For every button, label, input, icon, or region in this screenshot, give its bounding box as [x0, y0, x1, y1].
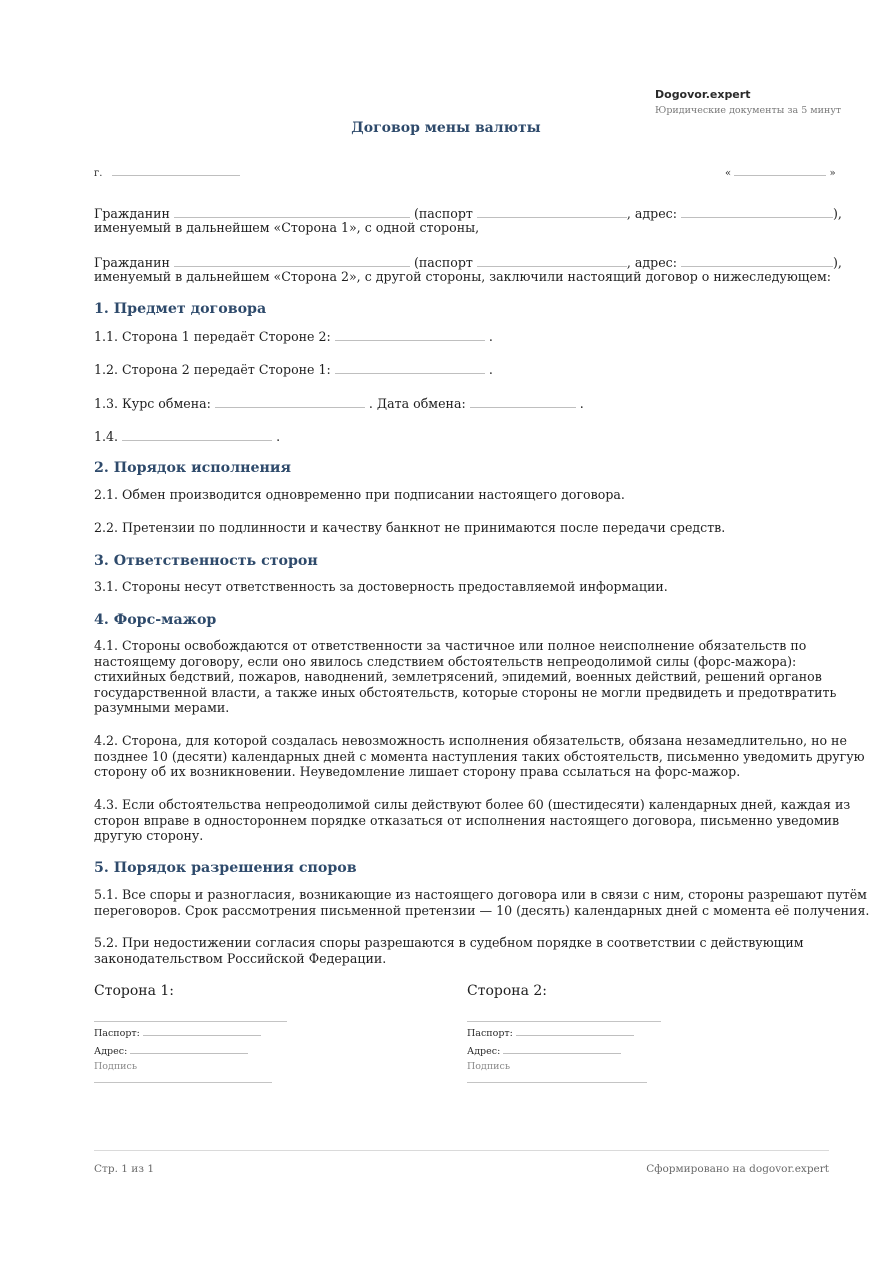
clause-4-1-line4: государственной власти, а также иных обстоятельств, которые стороны не могли предвидеть и предотвратить	[94, 684, 837, 700]
clause-4-1-line3: стихийных бедствий, пожаров, наводнений, землетрясений, эпидемий, военных действий, решений органов	[94, 669, 822, 684]
clause-4-1-line2: настоящему договору, если оно явилось следствием обстоятельств непреодолимой силы (форс-мажора):	[94, 653, 797, 669]
clause-2-1: 2.1. Обмен производится одновременно при подписании настоящего договора.	[94, 487, 625, 502]
date-open-quote: «	[725, 168, 732, 179]
section5-heading: 5. Порядок разрешения споров	[94, 860, 357, 876]
signature-party2-name-line[interactable]	[467, 1021, 661, 1022]
signature-party1-title: Сторона 1:	[94, 983, 175, 999]
section3-heading: 3. Ответственность сторон	[94, 553, 318, 569]
place-label: г.	[94, 168, 103, 179]
clause-4-3-line3: другую сторону.	[94, 828, 204, 843]
footer-divider	[94, 1150, 829, 1151]
signature-party1-address: Адрес:	[94, 1044, 248, 1057]
clause-4-3-line2: сторон вправе в одностороннем порядке отказаться от исполнения настоящего договора, письменно уведомив	[94, 812, 840, 828]
exchange-date-line[interactable]	[470, 395, 576, 408]
signature-party2-sign-line[interactable]	[467, 1082, 647, 1083]
section4-heading: 4. Форс-мажор	[94, 612, 217, 628]
clause-4-2-line1: 4.2. Сторона, для которой создалась невозможность исполнения обязательств, обязана незамедлительно, но не	[94, 733, 847, 748]
signature-party2-title: Сторона 2:	[467, 983, 548, 999]
signature-party2-address: Адрес:	[467, 1044, 621, 1057]
signature-party1-passport-line[interactable]	[143, 1026, 261, 1036]
party2-address-line[interactable]	[681, 254, 833, 267]
clause-4-2-line2: позднее 10 (десяти) календарных дней с момента наступления таких обстоятельств, письменно уведомить другую	[94, 748, 865, 764]
brand-name: Dogovor.expert	[655, 88, 751, 101]
signature-party1-passport: Паспорт:	[94, 1026, 261, 1039]
document-title: Договор мены валюты	[351, 120, 541, 136]
place-field	[94, 165, 240, 179]
clause-1-4-line[interactable]	[122, 428, 272, 441]
party2-line1: Гражданин (паспорт , адрес: ),	[94, 255, 842, 270]
party2-line2: именуемый в дальнейшем «Сторона 2», с другой стороны, заключили настоящий договор о нижеследующем:	[94, 269, 831, 284]
clause-4-2-line3: сторону об их возникновении. Неуведомление лишает сторону права ссылаться на форс-мажор.	[94, 764, 741, 779]
party1-name-line[interactable]	[174, 205, 410, 218]
clause-3-1: 3.1. Стороны несут ответственность за достоверность предоставляемой информации.	[94, 579, 668, 594]
clause-5-1-line1: 5.1. Все споры и разногласия, возникающие из настоящего договора или в связи с ним, стороны разрешают путём	[94, 887, 867, 902]
party1-line2: именуемый в дальнейшем «Сторона 1», с одной стороны,	[94, 220, 480, 235]
brand-tagline: Юридические документы за 5 минут	[655, 105, 842, 116]
footer-page-number: Стр. 1 из 1	[94, 1163, 155, 1175]
clause-1-4: 1.4. .	[94, 429, 281, 444]
party1-address-line[interactable]	[681, 205, 833, 218]
clause-1-2-line[interactable]	[335, 361, 485, 374]
exchange-rate-line[interactable]	[215, 395, 365, 408]
clause-1-1-line[interactable]	[335, 328, 485, 341]
clause-5-1-line2: переговоров. Срок рассмотрения письменной претензии — 10 (десять) календарных дней с момента её получения.	[94, 902, 870, 918]
signature-party1-sign-label: Подпись	[94, 1061, 138, 1072]
party1-line1: Гражданин (паспорт , адрес: ),	[94, 206, 842, 221]
clause-5-2-line1: 5.2. При недостижении согласия споры разрешаются в судебном порядке в соответствии с действующим	[94, 935, 804, 950]
clause-1-3: 1.3. Курс обмена: . Дата обмена: .	[94, 396, 584, 411]
signature-party2-passport-line[interactable]	[516, 1026, 634, 1036]
clause-1-2: 1.2. Сторона 2 передаёт Стороне 1: .	[94, 362, 493, 377]
section1-heading: 1. Предмет договора	[94, 301, 267, 317]
party1-passport-line[interactable]	[477, 205, 627, 218]
signature-party2-passport: Паспорт:	[467, 1026, 634, 1039]
clause-2-2: 2.2. Претензии по подлинности и качеству банкнот не принимаются после передачи средств.	[94, 520, 726, 535]
clause-5-2-line2: законодательством Российской Федерации.	[94, 950, 387, 966]
party2-name-line[interactable]	[174, 254, 410, 267]
section2-heading: 2. Порядок исполнения	[94, 460, 291, 476]
brand-block	[655, 88, 841, 116]
signature-party1-sign-line[interactable]	[94, 1082, 272, 1083]
footer-generated-note: Сформировано на dogovor.expert	[646, 1163, 829, 1175]
date-input-line[interactable]	[734, 165, 826, 176]
clause-4-1-line5: разумными мерами.	[94, 700, 230, 715]
clause-4-3-line1: 4.3. Если обстоятельства непреодолимой силы действуют более 60 (шестидесяти) календарных дней, каждая из	[94, 797, 851, 812]
party2-passport-line[interactable]	[477, 254, 627, 267]
signature-party1-address-line[interactable]	[130, 1044, 248, 1054]
date-field	[725, 165, 836, 179]
signature-party2-address-line[interactable]	[503, 1044, 621, 1054]
signature-party2-sign-label: Подпись	[467, 1061, 511, 1072]
place-input-line[interactable]	[112, 165, 240, 176]
date-close-quote: »	[829, 168, 836, 179]
clause-4-1-line1: 4.1. Стороны освобождаются от ответственности за частичное или полное неисполнение обязательств по	[94, 638, 807, 653]
signature-party1-name-line[interactable]	[94, 1021, 287, 1022]
clause-1-1: 1.1. Сторона 1 передаёт Стороне 2: .	[94, 329, 493, 344]
